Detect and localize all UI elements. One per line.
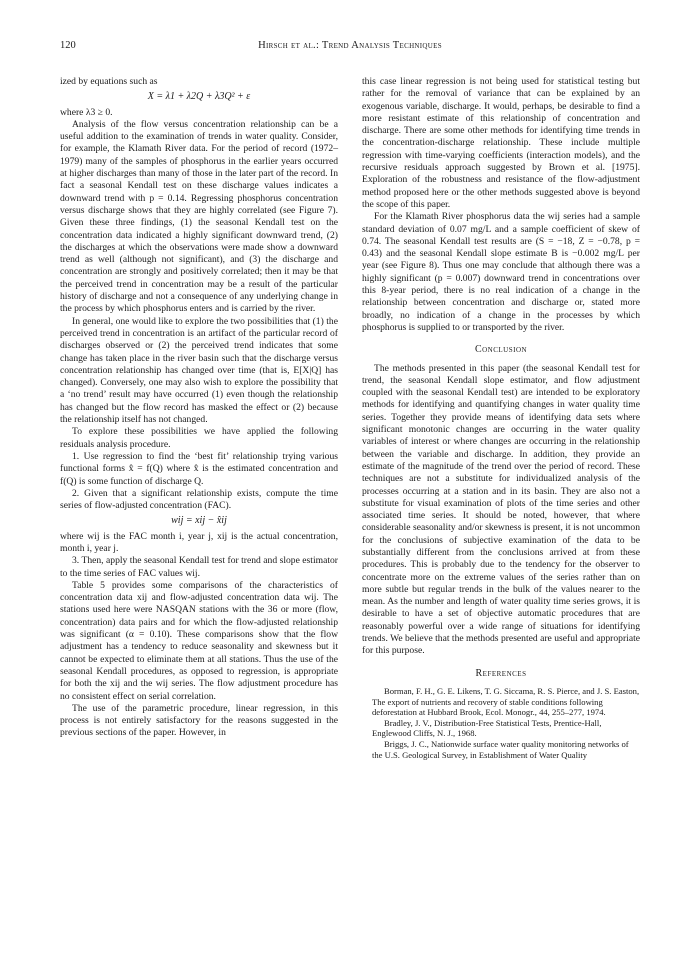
- paragraph-klamath-results: For the Klamath River phosphorus data the wij series had a sample standard deviation of 0.07 mg/L and a sample coefficient of skew of 0.74. The seasonal Kendall test results are (S = −18, Z = −0.78, p = 0.43) and the seasonal Kendall slope estimate B is −0.002 mg/L per year (see Figure 8). Thus one may conclude that although there was a highly significant (p = 0.007) downward trend in concentrations over this 8-year period, there is no real indication of a change in the relationship between concentration and discharge or, stated more broadly, no indication of a change in the processes by which phosphorus is supplied to or transported by the river.: [362, 211, 640, 333]
- paragraph-fragment: ized by equations such as: [60, 76, 158, 87]
- references-list: [362, 686, 640, 760]
- paragraph-parametric: The use of the parametric procedure, linear regression, in this process is not entirely satisfactory for the reasons suggested in the previous sections of the paper. However, in: [60, 702, 338, 739]
- paragraph-procedure-intro: To explore these possibilities we have applied the following residuals analysis procedure.: [60, 426, 338, 450]
- paragraph-linear-regression: this case linear regression is not being used for statistical testing but rather for the removal of variance that can be explained by an exogenous variable, discharge. It would, perhaps, be desirable to find a more resistant estimate of this relationship of concentration and discharge. There are some other methods for identifying time trends in the concentration-discharge relationship. These include multiple regression with time-varying coefficients (interaction models), and the recursive residuals approach suggested by Brown et al. [1975]. Exploration of the robustness and resistance of the flow-adjustment method proposed here or the other methods suggested above is beyond the scope of this paper.: [362, 76, 640, 210]
- references-heading: References: [475, 667, 527, 679]
- page-header: [60, 40, 640, 56]
- page-number: 120: [60, 40, 76, 51]
- equation-fac: wij = xij − x̂ij: [171, 515, 227, 527]
- running-title: Hirsch et al.: Trend Analysis Techniques: [258, 40, 442, 51]
- reference-item: Bradley, J. V., Distribution-Free Statistical Tests, Prentice-Hall, Englewood Cliffs, N. J., 1968.: [372, 717, 602, 739]
- right-column: [362, 76, 640, 760]
- equation-regression: X = λ1 + λ2Q + λ3Q² + ε: [147, 91, 251, 103]
- paragraph-flow-analysis: Analysis of the flow versus concentration relationship can be a useful addition to the examination of trends in water quality. Consider, for example, the Klamath River data. For the period of record (1972–1979) many of the samples of phosphorus in the earlier years occurred at higher discharges than many of those in the later part of the record. In fact a seasonal Kendall test on these discharge values indicates a downward trend with p = 0.14. Regressing phosphorus concentration versus discharge shows that they are highly correlated (see Figure 7). Given these three findings, (1) the seasonal Kendall test on the concentration data indicated a highly significant downward trend, (2) the discharges at which the observations were made show a downward trend as well (although not significant), and (3) the discharge and concentration are strongly and positively correlated; then it may be that the perceived trend in concentration may be a result of the particular history of discharge and not a consequence of any underlying change in the process by which phosphorus enters and is carried by the river.: [60, 118, 338, 315]
- left-column: [60, 76, 338, 740]
- procedure-step-2: 2. Given that a significant relationship exists, compute the time series of flow-adjusted concentration (FAC).: [60, 487, 338, 512]
- procedure-step-1: 1. Use regression to find the ‘best fit’ relationship trying various functional forms x̂ = f(Q) where x̂ is the estimated concentration and f(Q) is some function of discharge Q.: [60, 450, 338, 487]
- reference-item: Briggs, J. C., Nationwide surface water quality monitoring networks of the U.S. Geological Survey, in Establishment of Water Quality: [372, 738, 629, 760]
- paragraph-table5: Table 5 provides some comparisons of the characteristics of concentration data xij and flow-adjusted concentration data wij. The stations used here were NASQAN stations with the 36 or more (flow, concentration) data pairs and for which the flow-adjusted relationship was significant (α = 0.10). These comparisons show that the flow adjustment has a tendency to reduce seasonality and skewness but it cannot be expected to eliminate them at all stations. Thus the use of the seasonal Kendall procedures, as opposed to regression, is appropriate for both the xij and the wij series. The flow adjustment procedure has no consistent effect on serial correlation.: [60, 579, 338, 702]
- procedure-step-3: 3. Then, apply the seasonal Kendall test for trend and slope estimator to the time series of FAC values wij.: [60, 555, 338, 579]
- paragraph-possibilities: In general, one would like to explore the two possibilities that (1) the perceived trend in concentration is an artifact of the particular record of discharges observed or (2) the perceived trend indicates that some change has taken place in the river basin such that the discharge versus concentration relationship has changed over time (that is, E[X|Q] has changed). Conversely, one may also wish to explore the possibility that a ‘no trend’ result may have occurred (1) even though the relationship has changed but the flow record has masked the effect or (2) because the relationship itself has not changed.: [60, 315, 338, 426]
- paragraph-where: where λ3 ≥ 0.: [60, 106, 113, 118]
- paragraph-conclusion: The methods presented in this paper (the seasonal Kendall test for trend, the seasonal Kendall slope estimator, and flow adjustment coupled with the seasonal Kendall test) are intended to be exploratory methods for identifying and quantifying changes in water quality time series. Together they provide means of identifying data sets where significant monotonic changes are occurring in the water quality variables of interest or where changes are occurring in the relationship between the variable and discharge. In addition, they provide an estimate of the magnitude of the trend over the period of record. These techniques are not a substitute for individualized analysis of the processes occurring at a station and in its basin. They are also not a substitute for visual examination of plots of the time series and other associated time series. It should be noted, however, that where considerable seasonality and/or skewness is present, it is not uncommon for the conclusions of subjective examination of the data to be substantially different from the conclusions arrived at from these procedures. This is probably due to the tendency for the observer to concentrate more on the extreme values of the series rather than on more subtle but regular trends in the bulk of the values nearer to the mean. As the number and length of water quality time series grows, it is desirable to have a set of objective automatic procedures that are reasonably powerful over a wide range of situations for identifying trends. We believe that the methods presented are useful and appropriate for this purpose.: [362, 362, 640, 657]
- reference-item: Borman, F. H., G. E. Likens, T. G. Siccama, R. S. Pierce, and J. S. Easton, The export of nutrients and recovery of stable conditions following deforestation at Hubbard Brook, Ecol. Monogr., 44, 255–277, 1974.: [372, 685, 640, 718]
- conclusion-heading: Conclusion: [474, 344, 528, 356]
- paragraph-fac-definition: where wij is the FAC month i, year j, xij is the actual concentration, month i, year j.: [60, 530, 338, 554]
